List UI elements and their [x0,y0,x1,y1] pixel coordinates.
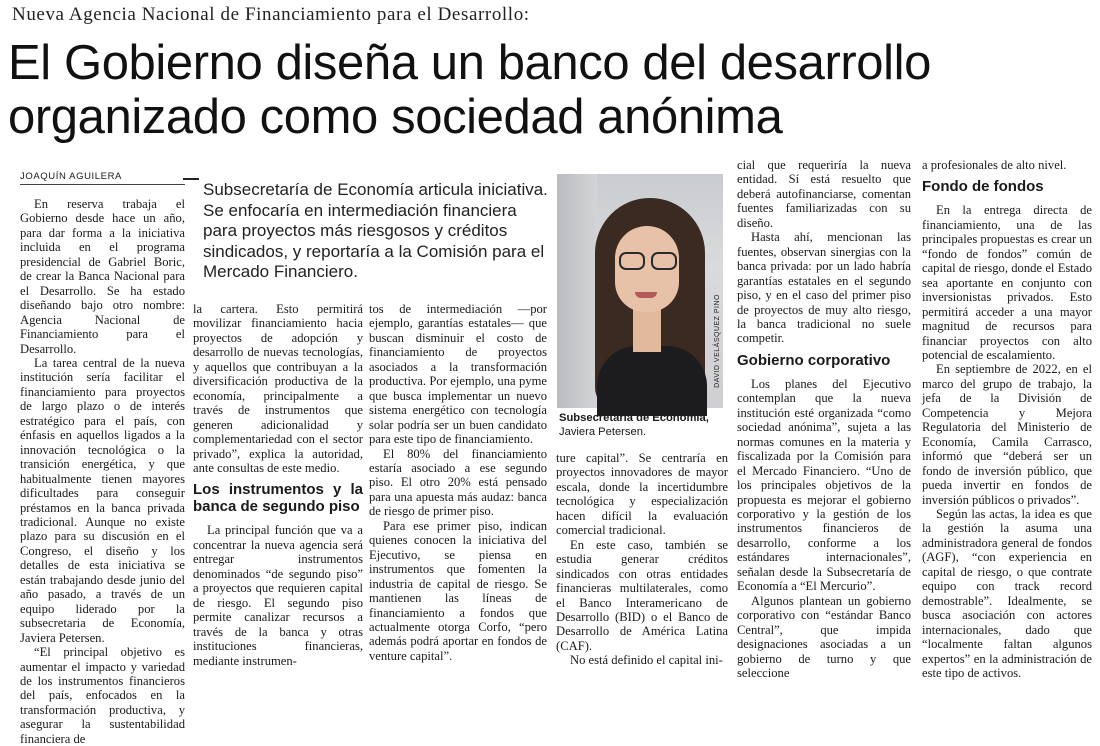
paragraph: La principal función que va a concentrar la nueva agencia será entregar instrumentos denominados “de segundo piso” a proyectos que requieren capital de riesgo. El segundo piso permite canalizar recursos a través de la banca y otras instituciones financieras, mediante instrumen- [193,523,363,668]
photo-mouth [635,292,657,298]
paragraph: En la entrega directa de financiamiento, una de las principales propuestas es crear un “fondo de fondos” común de capital de riesgo, donde el Estado sea aportante en conjunto con inversionistas privados. Esto permitirá acceder a una mayor magnitud de recursos para financiar proyectos con alto potencial de escalamiento. [922,203,1092,362]
caption-rest: Javiera Petersen. [559,426,647,438]
caption-name: Subsecretaria de Economía, [559,412,709,424]
headline [8,36,931,144]
paragraph: En reserva trabaja el Gobierno desde hace un año, para dar forma a la iniciativa incluida en el programa presidencial de Gabriel Boric, de crear la Banca Nacional para el Desarrollo. Se ha estado diseñando bajo otro nombre: Agencia Nacional de Financiamiento para el Desarrollo. [20,197,185,356]
photo-caption [559,411,727,439]
paragraph: ture capital”. Se centraría en proyectos innovadores de mayor escala, donde la incertidumbre tecnológica y especialización hacen difícil la evaluación comercial tradicional. [556,451,728,538]
column-6 [922,158,1092,680]
paragraph: cial que requeriría la nueva entidad. Sí está resuelto que deberá autofinanciarse, comentan fuentes familiarizadas con su diseño. [737,158,911,230]
deck: Subsecretaría de Economía articula iniciativa. Se enfocaría en intermediación financiera para proyectos más riesgosos y créditos sindicados, y reportaría a la Comisión para el Mercado Financiero. [203,180,548,281]
paragraph: Algunos plantean un gobierno corporativo con “estándar Banco Central”, que impida designaciones asociadas a un gobierno de turno y que seleccione [737,593,911,680]
paragraph: a profesionales de alto nivel. [922,158,1067,172]
column-4 [556,451,728,668]
column-3 [369,302,547,663]
photo [557,174,723,408]
paragraph: La tarea central de la nueva institución sería facilitar el financiamiento para proyectos de largo plazo o de interés estratégico para el país, con énfasis en aquellos ligados a la innovación tecnológica o la transición energética, y que habitualmente tienen mayores dificultades para conseguir préstamos en la banca privada tradicional. Aunque no existe plazo para su discusión en el Congreso, el diseño y los detalles de esta iniciativa se están trabajando desde junio del año pasado, a través de un equipo liderado por la subsecretaria de Economía, Javiera Petersen. [20,355,185,645]
kicker: Nueva Agencia Nacional de Financiamiento para el Desarrollo: [12,4,530,25]
paragraph: la cartera. Esto permitirá movilizar financiamiento hacia proyectos de adopción y desarrollo de nuevas tecnologías, y aquellos que contribuyan a la diversificación productiva de la economía, principalmente a través de instrumentos que generen adicionalidad y complementariedad con el sector privado”, explica la autoridad, ante consultas de este medio. [193,302,363,475]
paragraph: Hasta ahí, mencionan las fuentes, observan sinergias con la banca privada: por un lado habría garantías estatales en el segundo piso, y en el caso del primer piso de proyectos de muy alto riesgo, la banca tradicional no suele competir. [737,230,911,346]
photo-credit: DAVID VELÁSQUEZ PINO [714,294,721,388]
subheading-gobierno-corporativo: Gobierno corporativo [737,351,891,369]
headline-line-2: organizado como sociedad anónima [8,90,783,144]
column-1 [20,197,185,746]
paragraph: Según las actas, la idea es que la gestión la asuma una administradora general de fondos (AGF), “con experiencia en capital de riesgo, o que contrate equipo con track record demostrable”. Idealmente, se busca asociación con actores internacionales, dado que “localmente faltan algunos expertos” en la administración de este tipo de activos. [922,506,1092,680]
paragraph: tos de intermediación —por ejemplo, garantías estatales— que buscan disminuir el costo de financiamiento de proyectos asociados a la transformación productiva. Por ejemplo, una pyme que busca implementar un nuevo sistema energético con tecnología solar podría ser un buen candidato para este tipo de financiamiento. [369,302,547,447]
column-2 [193,302,363,668]
photo-background [557,174,597,408]
paragraph: No está definido el capital ini- [570,653,723,668]
paragraph: Los planes del Ejecutivo contemplan que la nueva institución esté organizada “como sociedad anónima”, sujeta a las normas comunes en la materia y fiscalizada por la Comisión para el Mercado Financiero. “Uno de los principales objetivos de la propuesta es mejorar el gobierno corporativo y la gestión de los instrumentos financieros de desarrollo, conforme a los estándares internacionales”, señalan desde la Subsecretaría de Economía a “El Mercurio”. [737,376,911,594]
photo-body [597,346,707,416]
paragraph: Para ese primer piso, indican quienes conocen la iniciativa del Ejecutivo, se piensa en instrumentos que fomenten la industria de capital de riesgo. Se mantienen las líneas de financiamiento a fondos que actualmente otorga Corfo, “pero además podrá aportar en fondos de venture capital”. [369,518,547,663]
photo-glasses [619,252,677,268]
paragraph: El 80% del financiamiento estaría asociado a ese segundo piso. El otro 20% está pensado para una apuesta más audaz: banca de riesgo de primer piso. [369,446,547,519]
paragraph: En este caso, también se estudia generar créditos sindicados con otras entidades financieras multilaterales, como el Banco Interamericano de Desarrollo (BID) o el Banco de Desarrollo de América Latina (CAF). [556,537,728,653]
byline: JOAQUÍN AGUILERA [20,171,185,185]
headline-line-1: El Gobierno diseña un banco del desarrollo [8,36,931,90]
column-5 [737,158,911,680]
photo-neck [633,308,661,352]
subheading-instrumentos: Los instrumentos y la banca de segundo piso [193,481,363,516]
paragraph: “El principal objetivo es aumentar el impacto y variedad de los instrumentos financieros del país, enfocados en la transformación productiva, y asegurar la sustentabilidad financiera de [20,645,185,746]
subheading-fondo-de-fondos: Fondo de fondos [922,178,1044,196]
paragraph: En septiembre de 2022, en el marco del grupo de trabajo, la jefa de la División de Competencia y Mejora Regulatoria del Ministerio de Economía, Camila Carrasco, informó que “deberá ser un fondo de inversión público, que pueda invertir en fondos de inversión públicos o privados”. [922,362,1092,507]
